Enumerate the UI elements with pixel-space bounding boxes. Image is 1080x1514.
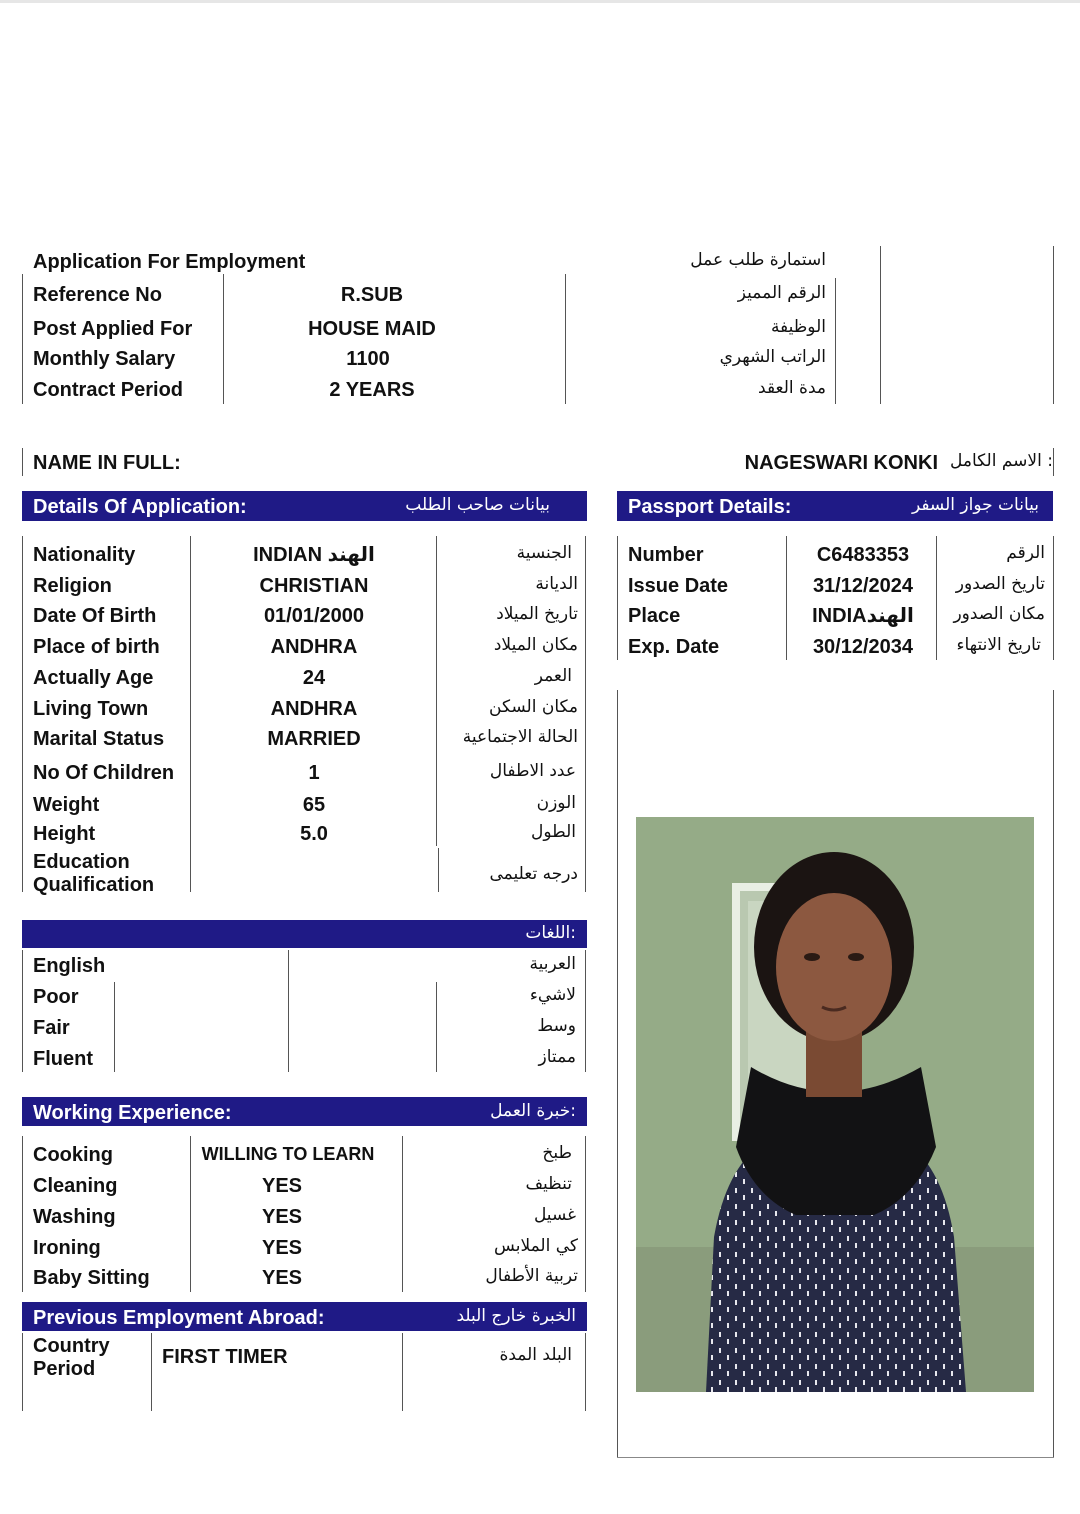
photo-frame-line xyxy=(1053,690,1054,1458)
details-line xyxy=(585,536,586,892)
post-label: Post Applied For xyxy=(33,318,193,340)
education-label-1: Education xyxy=(33,851,130,873)
previous-title: Previous Employment Abroad: xyxy=(33,1307,325,1329)
cooking-label: Cooking xyxy=(33,1144,113,1166)
name-line xyxy=(22,448,23,476)
salary-value: 1100 xyxy=(346,348,390,370)
lang-english-label: English xyxy=(33,955,106,977)
previous-label-ar: البلد المدة xyxy=(499,1345,572,1365)
height-value: 5.0 xyxy=(300,823,328,845)
ironing-value: YES xyxy=(261,1237,303,1259)
babysitting-label: Baby Sitting xyxy=(33,1267,150,1289)
issue-place-label: Place xyxy=(628,605,681,627)
passport-line xyxy=(1053,536,1054,660)
dob-label: Date Of Birth xyxy=(33,605,157,627)
experience-line xyxy=(402,1136,403,1292)
header-line xyxy=(880,246,881,404)
issue-place-label-ar: مكان الصدور xyxy=(953,604,1045,624)
lang-fluent-label-ar: ممتاز xyxy=(538,1047,576,1067)
dob-value: 01/01/2000 xyxy=(263,605,365,627)
marital-label: Marital Status xyxy=(33,728,165,750)
passport-number-value: C6483353 xyxy=(816,544,910,566)
languages-line xyxy=(436,982,437,1072)
town-label: Living Town xyxy=(33,698,149,720)
nationality-label: Nationality xyxy=(33,544,136,566)
children-label-ar: عدد الاطفال xyxy=(489,761,576,781)
experience-line xyxy=(22,1136,23,1292)
previous-title-ar: الخبرة خارج البلد xyxy=(456,1306,576,1326)
issue-date-value: 31/12/2024 xyxy=(812,575,914,597)
height-label: Height xyxy=(33,823,96,845)
contract-label-ar: مدة العقد xyxy=(758,378,826,398)
reference-label: Reference No xyxy=(33,284,162,306)
age-label-ar: العمر xyxy=(534,666,572,686)
previous-line xyxy=(22,1333,23,1411)
cooking-label-ar: طبخ xyxy=(542,1143,572,1163)
contract-value: 2 YEARS xyxy=(329,379,415,401)
issue-date-label: Issue Date xyxy=(628,575,729,597)
birthplace-label-ar: مكان الميلاد xyxy=(493,635,578,655)
town-label-ar: مكان السكن xyxy=(489,697,578,717)
marital-value: MARRIED xyxy=(267,728,361,750)
weight-label-ar: الوزن xyxy=(536,793,576,813)
marital-label-ar: الحالة الاجتماعية xyxy=(462,727,578,747)
exp-date-label-ar: تاريخ الانتهاء xyxy=(956,635,1041,655)
issue-place-value: INDIAالهند xyxy=(812,605,914,627)
name-label-ar: الاسم الكامل : xyxy=(950,451,1053,471)
previous-header-bar xyxy=(22,1302,587,1331)
nationality-value: INDIAN الهند xyxy=(253,544,375,566)
religion-label-ar: الديانة xyxy=(535,574,578,594)
education-label-2: Qualification xyxy=(33,874,155,896)
experience-line xyxy=(190,1136,191,1292)
previous-line xyxy=(585,1333,586,1411)
passport-header-bar xyxy=(617,491,1053,521)
name-label: NAME IN FULL: xyxy=(33,452,181,474)
top-border xyxy=(0,0,1080,3)
height-label-ar: الطول xyxy=(531,822,576,842)
header-line xyxy=(835,278,836,404)
contract-label: Contract Period xyxy=(33,379,184,401)
experience-title-ar: خبرة العمل: xyxy=(490,1101,576,1121)
passport-title: Passport Details: xyxy=(628,496,792,518)
nationality-label-ar: الجنسية xyxy=(516,543,572,563)
salary-label-ar: الراتب الشهري xyxy=(719,347,826,367)
weight-label: Weight xyxy=(33,794,100,816)
previous-period-label: Period xyxy=(33,1358,96,1380)
applicant-photo xyxy=(636,817,1034,1392)
lang-fair-label: Fair xyxy=(33,1017,70,1039)
header-line xyxy=(565,274,566,404)
header-line xyxy=(22,274,23,404)
passport-title-ar: بيانات جواز السفر xyxy=(911,495,1039,515)
washing-label-ar: غسيل xyxy=(533,1205,576,1225)
lang-fair-label-ar: وسط xyxy=(537,1016,576,1036)
experience-title: Working Experience: xyxy=(33,1102,232,1124)
cleaning-label-ar: تنظيف xyxy=(525,1174,572,1194)
passport-line xyxy=(936,536,937,660)
ironing-label-ar: كي الملابس xyxy=(494,1236,578,1256)
previous-value: FIRST TIMER xyxy=(162,1346,288,1368)
washing-value: YES xyxy=(261,1206,303,1228)
dob-label-ar: تاريخ الميلاد xyxy=(496,604,578,624)
education-label-ar: درجه تعليمى xyxy=(489,864,578,884)
form-title: Application For Employment xyxy=(33,251,306,273)
children-label: No Of Children xyxy=(33,762,175,784)
details-header-bar xyxy=(22,491,587,521)
age-value: 24 xyxy=(302,667,326,689)
exp-date-value: 30/12/2034 xyxy=(812,636,914,658)
issue-date-label-ar: تاريخ الصدور xyxy=(955,574,1045,594)
post-label-ar: الوظيفة xyxy=(770,317,826,337)
reference-value: R.SUB xyxy=(340,284,404,306)
applicant-photo-icon xyxy=(636,817,1034,1392)
babysitting-label-ar: تربية الأطفال xyxy=(485,1266,578,1286)
lang-poor-label-ar: لاشيء xyxy=(529,985,576,1005)
ironing-label: Ironing xyxy=(33,1237,101,1259)
previous-country-label: Country xyxy=(33,1335,110,1357)
birthplace-value: ANDHRA xyxy=(270,636,358,658)
previous-line xyxy=(151,1333,152,1411)
post-value: HOUSE MAID xyxy=(308,318,436,340)
languages-header-bar xyxy=(22,920,587,948)
cooking-value: WILLING TO LEARN xyxy=(201,1144,375,1164)
previous-line xyxy=(402,1333,403,1411)
age-label: Actually Age xyxy=(33,667,154,689)
lang-arabic-label-ar: العربية xyxy=(529,954,576,974)
children-value: 1 xyxy=(308,762,320,784)
cleaning-value: YES xyxy=(261,1175,303,1197)
details-line xyxy=(190,536,191,892)
religion-value: CHRISTIAN xyxy=(259,575,369,597)
details-title-ar: بيانات صاحب الطلب xyxy=(405,495,550,515)
languages-title-ar: اللغات: xyxy=(525,923,576,943)
photo-frame-line xyxy=(617,690,618,1458)
passport-line xyxy=(786,536,787,660)
experience-line xyxy=(585,1136,586,1292)
experience-header-bar xyxy=(22,1097,587,1126)
weight-value: 65 xyxy=(302,794,326,816)
languages-line xyxy=(114,982,115,1072)
town-value: ANDHRA xyxy=(270,698,358,720)
details-title: Details Of Application: xyxy=(33,496,247,518)
passport-number-label: Number xyxy=(628,544,704,566)
exp-date-label: Exp. Date xyxy=(628,636,720,658)
passport-line xyxy=(617,536,618,660)
birthplace-label: Place of birth xyxy=(33,636,160,658)
babysitting-value: YES xyxy=(261,1267,303,1289)
form-title-ar: استمارة طلب عمل xyxy=(690,250,826,270)
header-line xyxy=(1053,246,1054,404)
languages-line xyxy=(288,950,289,1072)
name-line xyxy=(1053,448,1054,476)
header-line xyxy=(223,274,224,404)
photo-frame-bottom xyxy=(617,1457,1054,1458)
languages-line xyxy=(22,950,23,1072)
lang-fluent-label: Fluent xyxy=(33,1048,93,1070)
languages-line xyxy=(585,950,586,1072)
salary-label: Monthly Salary xyxy=(33,348,176,370)
name-value: NAGESWARI KONKI xyxy=(744,452,938,474)
cleaning-label: Cleaning xyxy=(33,1175,118,1197)
religion-label: Religion xyxy=(33,575,112,597)
passport-number-label-ar: الرقم xyxy=(1006,543,1045,563)
lang-poor-label: Poor xyxy=(33,986,79,1008)
washing-label: Washing xyxy=(33,1206,116,1228)
details-line xyxy=(22,536,23,892)
details-line xyxy=(438,848,439,892)
details-line xyxy=(436,536,437,846)
reference-label-ar: الرقم المميز xyxy=(737,283,826,303)
